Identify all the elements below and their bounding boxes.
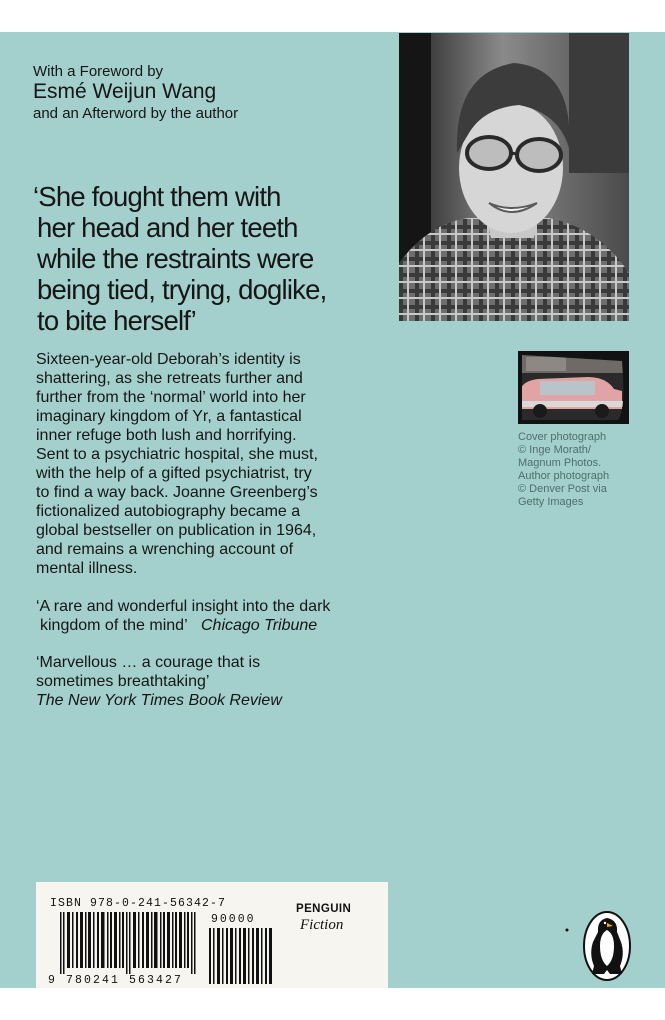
- quote-line: ‘A rare and wonderful insight into the dark: [36, 598, 331, 615]
- credit-line: Cover photograph: [518, 431, 607, 443]
- headline-line: to bite herself’: [37, 305, 196, 336]
- imprint-name: Fiction: [300, 917, 344, 933]
- ean-barcode: [60, 912, 196, 974]
- headline-line: ‘She fought them with: [33, 181, 281, 212]
- review-quote-nyt: [36, 653, 282, 710]
- credit-line: Magnum Photos.: [518, 457, 602, 469]
- headline-line: while the restraints were: [37, 243, 314, 274]
- blurb-line: further from the ‘normal’ world into her: [36, 389, 306, 406]
- credit-line: © Denver Post via: [518, 483, 607, 495]
- quote-source: The New York Times Book Review: [36, 692, 282, 709]
- isbn-number: ISBN 978-0-241-56342-7: [50, 897, 227, 910]
- blurb-line: mental illness.: [36, 560, 138, 577]
- blurb-line: and remains a wrenching account of: [36, 541, 294, 558]
- ean-digits: 9 780241 563427: [48, 974, 184, 987]
- blurb-line: global bestseller on publication in 1964,: [36, 522, 317, 539]
- blurb-line: Sixteen-year-old Deborah’s identity is: [36, 351, 301, 368]
- credit-line: © Inge Morath/: [518, 444, 591, 456]
- price-code: 90000: [211, 913, 256, 926]
- blurb-line: shattering, as she retreats further and: [36, 370, 303, 387]
- headline-line: being tied, trying, doglike,: [37, 274, 327, 305]
- blurb-line: fictionalized autobiography became a: [36, 503, 301, 520]
- headline-quote: [33, 181, 393, 336]
- publisher-name: PENGUIN: [296, 903, 352, 915]
- penguin-logo-icon: [564, 910, 634, 982]
- headline-line: her head and her teeth: [37, 212, 298, 243]
- blurb-line: with the help of a gifted psychiatrist, try: [36, 465, 312, 482]
- afterword-line: and an Afterword by the author: [33, 105, 239, 122]
- blurb: [36, 350, 381, 578]
- author-photo-illustration: [399, 33, 629, 321]
- quote-source: Chicago Tribune: [200, 617, 318, 634]
- credit-line: Getty Images: [518, 496, 584, 508]
- review-quote-chicago-tribune: [36, 597, 330, 635]
- blurb-line: inner refuge both lush and horrifying.: [36, 427, 297, 444]
- cover-thumbnail-illustration: [518, 351, 629, 424]
- blurb-line: imaginary kingdom of Yr, a fantastical: [36, 408, 302, 425]
- blurb-line: to find a way back. Joanne Greenberg’s: [36, 484, 318, 501]
- quote-line: kingdom of the mind’: [40, 617, 188, 634]
- author-photo: [399, 33, 629, 321]
- cover-thumbnail-photo: [518, 351, 629, 424]
- foreword-line: With a Foreword by: [33, 63, 164, 80]
- quote-line: ‘Marvellous … a courage that is: [36, 654, 261, 671]
- blurb-line: Sent to a psychiatric hospital, she must,: [36, 446, 318, 463]
- foreword-author-name: Esmé Weijun Wang: [33, 80, 217, 103]
- credit-line: Author photograph: [518, 470, 610, 482]
- quote-line: sometimes breathtaking’: [36, 673, 210, 690]
- price-barcode: [209, 928, 273, 984]
- photo-credits: [518, 431, 638, 509]
